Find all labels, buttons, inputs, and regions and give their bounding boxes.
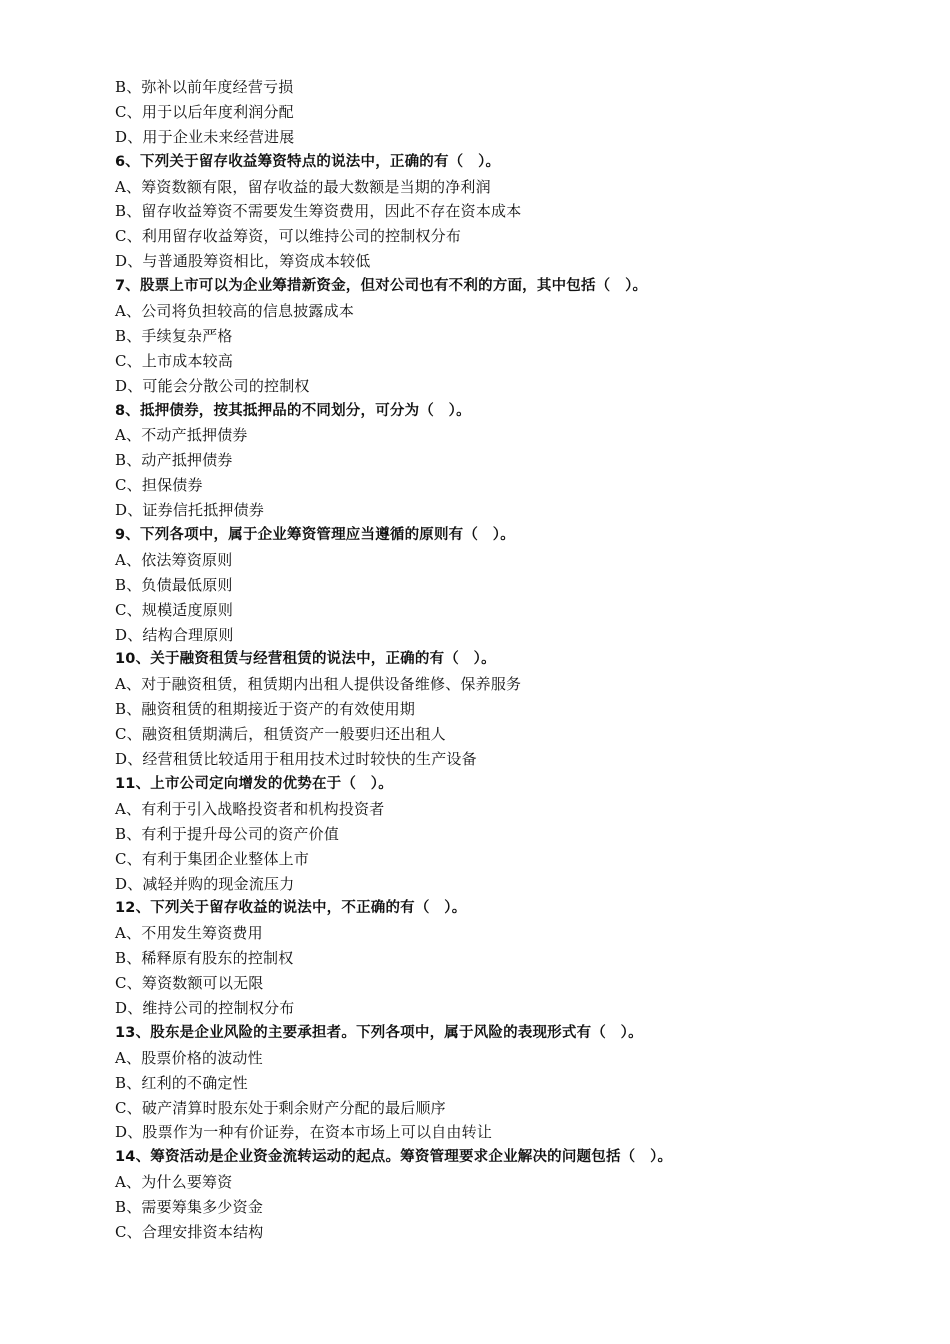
option-8a: A、不动产抵押债券 (115, 426, 248, 445)
option-10c: C、融资租赁期满后，租赁资产一般要归还出租人 (115, 725, 446, 744)
option-14c: C、合理安排资本结构 (115, 1222, 264, 1241)
option-12c: C、筹资数额可以无限 (115, 974, 264, 993)
question-11: 11、上市公司定向增发的优势在于（ ）。 (115, 775, 393, 792)
question-10: 10、关于融资租赁与经营租赁的说法中，正确的有（ ）。 (115, 651, 496, 668)
option-14a: A、为什么要筹资 (115, 1173, 233, 1192)
option-11a: A、有利于引入战略投资者和机构投资者 (115, 799, 385, 818)
option-11b: B、有利于提升母公司的资产价值 (115, 824, 340, 843)
option-9b: B、负债最低原则 (115, 575, 233, 594)
option-6a: A、筹资数额有限，留存收益的最大数额是当期的净利润 (115, 177, 491, 196)
option-5b: B、弥补以前年度经营亏损 (115, 78, 294, 96)
option-11d: D、减轻并购的现金流压力 (115, 874, 295, 893)
option-12a: A、不用发生筹资费用 (115, 924, 263, 943)
option-12b: B、稀释原有股东的控制权 (115, 949, 294, 968)
option-13d: D、股票作为一种有价证券，在资本市场上可以自由转让 (115, 1123, 493, 1142)
option-9d: D、结构合理原则 (115, 625, 234, 644)
question-14: 14、筹资活动是企业资金流转运动的起点。筹资管理要求企业解决的问题包括（ ）。 (115, 1149, 673, 1166)
question-8: 8、抵押债券，按其抵押品的不同划分，可分为（ ）。 (115, 402, 471, 419)
option-7c: C、上市成本较高 (115, 351, 234, 370)
option-13b: B、红利的不确定性 (115, 1073, 248, 1092)
option-8c: C、担保债券 (115, 476, 203, 495)
option-7b: B、手续复杂严格 (115, 326, 233, 345)
option-10b: B、融资租赁的租期接近于资产的有效使用期 (115, 700, 416, 719)
option-6b: B、留存收益筹资不需要发生筹资费用，因此不存在资本成本 (115, 202, 522, 221)
document-page (115, 75, 905, 1245)
question-13: 13、股东是企业风险的主要承担者。下列各项中，属于风险的表现形式有（ ）。 (115, 1024, 643, 1041)
option-13c: C、破产清算时股东处于剩余财产分配的最后顺序 (115, 1098, 446, 1117)
option-5d: D、用于企业未来经营进展 (115, 127, 295, 146)
option-5c: C、用于以后年度利润分配 (115, 102, 294, 121)
question-6: 6、下列关于留存收益筹资特点的说法中，正确的有（ ）。 (115, 153, 501, 170)
option-6c: C、利用留存收益筹资，可以维持公司的控制权分布 (115, 227, 462, 246)
option-14b: B、需要筹集多少资金 (115, 1198, 264, 1217)
option-6d: D、与普通股筹资相比，筹资成本较低 (115, 252, 371, 271)
option-8d: D、证券信托抵押债券 (115, 501, 265, 520)
question-12: 12、下列关于留存收益的说法中，不正确的有（ ）。 (115, 900, 467, 917)
question-7: 7、股票上市可以为企业筹措新资金，但对公司也有不利的方面，其中包括（ ）。 (115, 278, 648, 295)
option-13a: A、股票价格的波动性 (115, 1048, 263, 1067)
option-9a: A、依法筹资原则 (115, 550, 233, 569)
option-11c: C、有利于集团企业整体上市 (115, 849, 310, 868)
option-7a: A、公司将负担较高的信息披露成本 (115, 302, 355, 321)
option-8b: B、动产抵押债券 (115, 451, 233, 470)
option-10a: A、对于融资租赁，租赁期内出租人提供设备维修、保养服务 (115, 675, 522, 694)
option-7d: D、可能会分散公司的控制权 (115, 376, 310, 395)
option-9c: C、规模适度原则 (115, 600, 234, 619)
option-12d: D、维持公司的控制权分布 (115, 998, 295, 1017)
option-10d: D、经营租赁比较适用于租用技术过时较快的生产设备 (115, 750, 477, 769)
question-9: 9、下列各项中，属于企业筹资管理应当遵循的原则有（ ）。 (115, 527, 515, 544)
